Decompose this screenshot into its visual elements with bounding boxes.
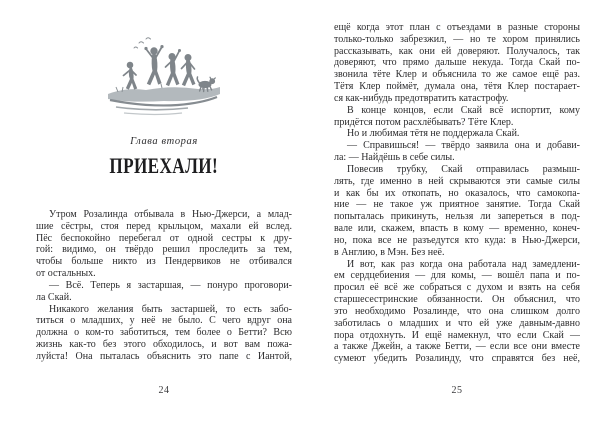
- text-line: заботилась о младших и что ей уже давным-давно: [334, 317, 580, 329]
- text-line: вале или, скажем, впасть в ко́му — временно, конеч-: [334, 223, 580, 235]
- text-line: чтобы больше никто из Пендервиков не отбивался: [36, 256, 292, 268]
- text-line: пора отдохнуть. И ещё намекнул, что если Скай —: [334, 329, 580, 341]
- left-page-number: 24: [158, 385, 170, 396]
- text-line: И вот, как раз когда она работала над замедлени-: [347, 258, 580, 270]
- text-line: жизнь как-то без этого обходилось, и вот вам пожа-: [36, 339, 292, 351]
- text-line: а также Джейн, а также Бетти, — если все они вместе: [334, 341, 580, 353]
- text-line: рассказывать, как они ей доверяют. Получалось, так: [334, 45, 580, 57]
- chapter-title: [36, 153, 292, 179]
- text-line: от остальных.: [36, 268, 96, 280]
- text-line: — Справишься! — твёрдо заявила она и добави-: [347, 140, 580, 152]
- text-line: старшесестринские обязанности. Он объяснил, что: [334, 294, 580, 306]
- text-line: Утром Розалинда отбывала в Нью-Джерси, а млад-: [49, 209, 292, 220]
- text-line: должна о ком-то заботиться, тем более о Бетти? Всю: [36, 327, 292, 339]
- text-line: — Всё. Теперь я застаршая, — понуро проговори-: [49, 279, 292, 291]
- text-line: Но и любимая тётя не поддержала Скай.: [347, 128, 520, 140]
- text-line: ем сердцебиения — для комы, — вошёл папа и по-: [334, 270, 580, 282]
- right-page-number: 25: [451, 385, 463, 396]
- text-line: только-только забрезжил, — но те хором принялись: [334, 33, 580, 45]
- chapter-illustration-svg: [104, 28, 224, 122]
- text-line: сумеют убедить Розалинду, что справятся без неё,: [334, 353, 580, 365]
- text-line: титься о младших, у неё не было. С чего вдруг она: [36, 315, 292, 327]
- right-page-body: [334, 22, 580, 365]
- text-line: доверяют, что прямо дальше некуда. Тогда Скай по-: [334, 57, 580, 69]
- text-line: но, пока все не разъедутся кто куда: в Нью-Джерси,: [334, 234, 580, 246]
- text-line: Повесив трубку, Скай отправилась размыш-: [347, 163, 580, 175]
- text-line: просил её всё же собраться с духом и взять на себя: [334, 282, 580, 294]
- text-line: ла Скай.: [36, 291, 72, 303]
- text-line: и как бы их откопать, но оказалось, что самокопа-: [334, 187, 580, 199]
- right-page: [334, 0, 580, 429]
- text-line: ние — не такое уж приятное занятие. Тогда Скай: [334, 199, 580, 211]
- text-line: Пёс беспокойно перебегал от одной сестры к дру-: [36, 232, 292, 244]
- text-line: это необходимо Розалинде, что она слишком долго: [334, 305, 580, 317]
- text-line: в Англию, в Мэн. Без неё.: [334, 246, 445, 258]
- chapter-title-text: ПРИЕХАЛИ!: [109, 153, 219, 178]
- text-line: луйста! Она пыталась объяснить это папе с Иантой,: [36, 350, 292, 362]
- text-line: ся как-нибудь предотвратить катастрофу.: [334, 92, 509, 104]
- text-line: ла: — Найдёшь в себе силы.: [334, 152, 455, 164]
- text-line: В конце концов, если Скай всё испортит, кому: [347, 104, 580, 116]
- text-line: звонила тёте Клер и объяснила то же самое ещё раз.: [334, 69, 580, 81]
- text-line: ещё когда этот план с отъездами в разные стороны: [334, 22, 580, 33]
- text-line: Никакого желания быть застаршей, то есть забо-: [49, 303, 292, 315]
- text-line: лять, где именно в ней скрываются эти самые силы: [334, 175, 580, 187]
- text-line: придётся потом расхлёбывать? Тёте Клер.: [334, 116, 514, 128]
- text-line: гой: видимо, он твёрдо решил проследить за тем,: [36, 244, 292, 256]
- left-page: [36, 0, 292, 429]
- text-line: Тётя Клер поймёт, думала она, тётя Клер постарает-: [334, 81, 580, 93]
- chapter-label: Глава вторая: [130, 136, 198, 147]
- text-line: попыталась прикинуть, нельзя ли запереться в под-: [334, 211, 580, 223]
- text-line: шие сёстры, стоя перед крыльцом, махали ей вслед.: [36, 220, 292, 232]
- children-running-with-dog-illustration-icon: [36, 26, 292, 124]
- left-page-body: [36, 209, 292, 363]
